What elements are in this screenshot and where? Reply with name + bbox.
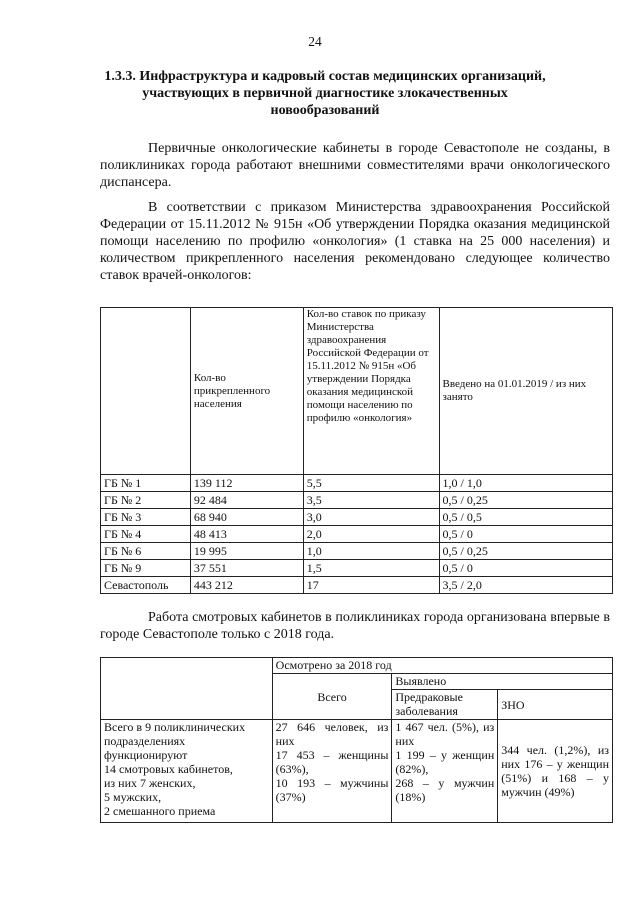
table-row (101, 526, 613, 543)
row-label-line: Всего в 9 поликлинических подразделениях функционируют (104, 720, 246, 762)
table-row (101, 577, 613, 594)
precancer-line: 1 467 чел. (5%), из них (395, 720, 495, 748)
table-row (101, 543, 613, 560)
table-cell: 0,5 / 0,25 (439, 492, 612, 509)
total-line: 10 193 – мужчины (37%) (275, 776, 389, 804)
paragraph-2: В соответствии с приказом Министерства здравоохранения Российской Федерации от 15.11.2012 № 915н «Об утверждении Порядка оказания медицинской помощи населению по профилю «онкология» (1 ставка на 25 000 населения) и количеством прикрепленного населения рекомендовано следующее количество ставок врачей-онкологов: (100, 200, 610, 283)
table-cell: Севастополь (101, 577, 191, 594)
oncologist-rates-table (100, 307, 613, 594)
table-cell: 0,5 / 0,25 (439, 543, 612, 560)
table-cell: ГБ № 2 (101, 492, 191, 509)
paragraph-3: Работа смотровых кабинетов в поликлиниках города организована впервые в городе Севастополе только с 2018 года. (100, 610, 610, 642)
total-cell (272, 720, 392, 823)
table-cell: 2,0 (303, 526, 439, 543)
table-cell: 0,5 / 0 (439, 526, 612, 543)
table-header-cell: Кол-во ставок по приказу Министерства здравоохранения Российской Федерации от 15.11.2012 № 915н «Об утверждении Порядка оказания медицинской помощи населению по профилю «онкология» (303, 308, 439, 475)
table-row (101, 475, 613, 492)
table-cell: ГБ № 3 (101, 509, 191, 526)
table-cell: ГБ № 1 (101, 475, 191, 492)
zno-header: ЗНО (498, 690, 613, 720)
table-cell: 3,5 (303, 492, 439, 509)
examined-header: Осмотрено за 2018 год (272, 658, 612, 674)
zno-cell: 344 чел. (1,2%), из них 176 – у женщин (51%) и 168 – у мужчин (49%) (498, 720, 613, 823)
table-cell: 0,5 / 0,5 (439, 509, 612, 526)
page-number: 24 (308, 34, 322, 49)
table-cell: 68 940 (190, 509, 303, 526)
table-cell: 92 484 (190, 492, 303, 509)
table-corner-cell (101, 658, 273, 720)
table-header-cell: Введено на 01.01.2019 / из них занято (439, 308, 612, 475)
table-header-cell: Кол-во прикрепленного населения (190, 308, 303, 475)
table-cell: ГБ № 4 (101, 526, 191, 543)
screening-rooms-table (100, 657, 613, 823)
table-row (101, 492, 613, 509)
table-row (101, 720, 613, 823)
table-header-row (101, 308, 613, 475)
table-cell: 37 551 (190, 560, 303, 577)
table-cell: 19 995 (190, 543, 303, 560)
table-row (101, 509, 613, 526)
precancer-header: Предраковые заболевания (392, 690, 498, 720)
table-cell: ГБ № 6 (101, 543, 191, 560)
row-label-line: 2 смешанного приема (104, 804, 216, 818)
precancer-line: 268 – у мужчин (18%) (395, 776, 495, 804)
table-cell: 17 (303, 577, 439, 594)
table-cell: 48 413 (190, 526, 303, 543)
row-label-cell (101, 720, 273, 823)
detected-header: Выявлено (392, 674, 613, 690)
table-cell: 443 212 (190, 577, 303, 594)
precancer-line: 1 199 – у женщин (82%), (395, 748, 495, 776)
paragraph-1: Первичные онкологические кабинеты в городе Севастополе не созданы, в поликлиниках города работают внешними совместителями врачи онкологического диспансера. (100, 141, 610, 190)
total-header: Всего (272, 674, 392, 720)
table-cell: 1,0 (303, 543, 439, 560)
table-cell: 3,5 / 2,0 (439, 577, 612, 594)
table-cell: 139 112 (190, 475, 303, 492)
total-line: 27 646 человек, из них (275, 720, 389, 748)
table-cell: 0,5 / 0 (439, 560, 612, 577)
total-line: 17 453 – женщины (63%), (275, 748, 389, 776)
section-title: 1.3.3. Инфраструктура и кадровый состав медицинских организаций, участвующих в первичной диагностике злокачественных новообразований (104, 69, 546, 118)
row-label-line: 14 смотровых кабинетов, (104, 762, 233, 776)
table-cell: ГБ № 9 (101, 560, 191, 577)
table-cell: 1,5 (303, 560, 439, 577)
table-row (101, 560, 613, 577)
row-label-line: 5 мужских, (104, 790, 162, 804)
table-cell: 1,0 / 1,0 (439, 475, 612, 492)
precancer-cell (392, 720, 498, 823)
table-cell: 3,0 (303, 509, 439, 526)
table-header-cell (101, 308, 191, 475)
table-cell: 5,5 (303, 475, 439, 492)
row-label-line: из них 7 женских, (104, 776, 196, 790)
